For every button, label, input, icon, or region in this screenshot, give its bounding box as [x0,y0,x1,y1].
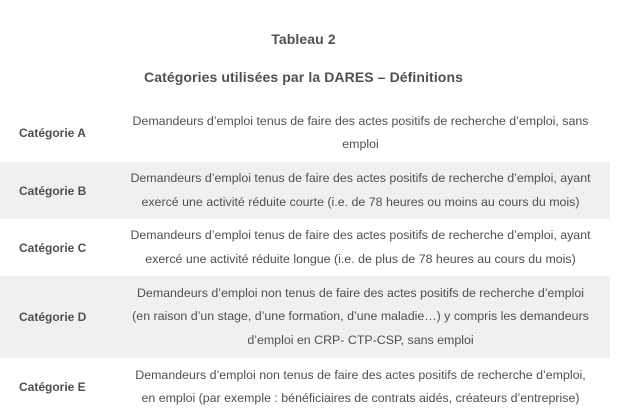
category-label: Catégorie C [19,240,87,255]
description-line: en emploi (par exemple : bénéficiaires de contrats aidés, créateurs d’entreprise) [141,391,580,405]
table-row-category-e [0,358,610,416]
description-line: Demandeurs d’emploi non tenus de faire des actes positifs de recherche d’emploi [136,285,584,300]
table-title: Tableau 2 [271,31,336,47]
category-description [111,364,610,411]
description-line: Demandeurs d’emploi tenus de faire des actes positifs de recherche d’emploi, ayant [130,171,591,185]
category-label: Catégorie E [19,380,86,394]
description-line: exercé une activité réduite longue (i.e. de plus de 78 heures au cours du mois) [145,251,576,266]
description-line: emploi [342,137,379,151]
category-label: Catégorie A [19,126,86,140]
definitions-table [0,104,610,416]
table-subtitle: Catégories utilisées par la DARES – Définitions [143,69,463,85]
category-description [111,110,610,157]
category-label: Catégorie D [19,310,87,324]
description-line: exercé une activité réduite courte (i.e. de 78 heures ou moins au cours du mois) [141,194,580,209]
table-row-category-d [0,276,610,358]
description-line: Demandeurs d’emploi tenus de faire des actes positifs de recherche d’emploi, ayant [130,228,591,242]
table-row-category-b [0,162,610,219]
category-description [111,282,610,353]
category-description [111,167,610,214]
description-line: Demandeurs d’emploi non tenus de faire des actes positifs de recherche d’emploi, [135,367,586,382]
description-line: (en raison d’un stage, d’une formation, d’une maladie…) y compris les demandeurs [132,309,589,324]
category-description [111,224,610,271]
description-line: Demandeurs d’emploi tenus de faire des actes positifs de recherche d’emploi, sans [132,113,589,128]
description-line: d’emploi en CRP- CTP-CSP, sans emploi [247,332,474,347]
table-row-category-c [0,219,610,276]
table-row-category-a [0,104,610,162]
category-label: Catégorie B [19,183,87,198]
